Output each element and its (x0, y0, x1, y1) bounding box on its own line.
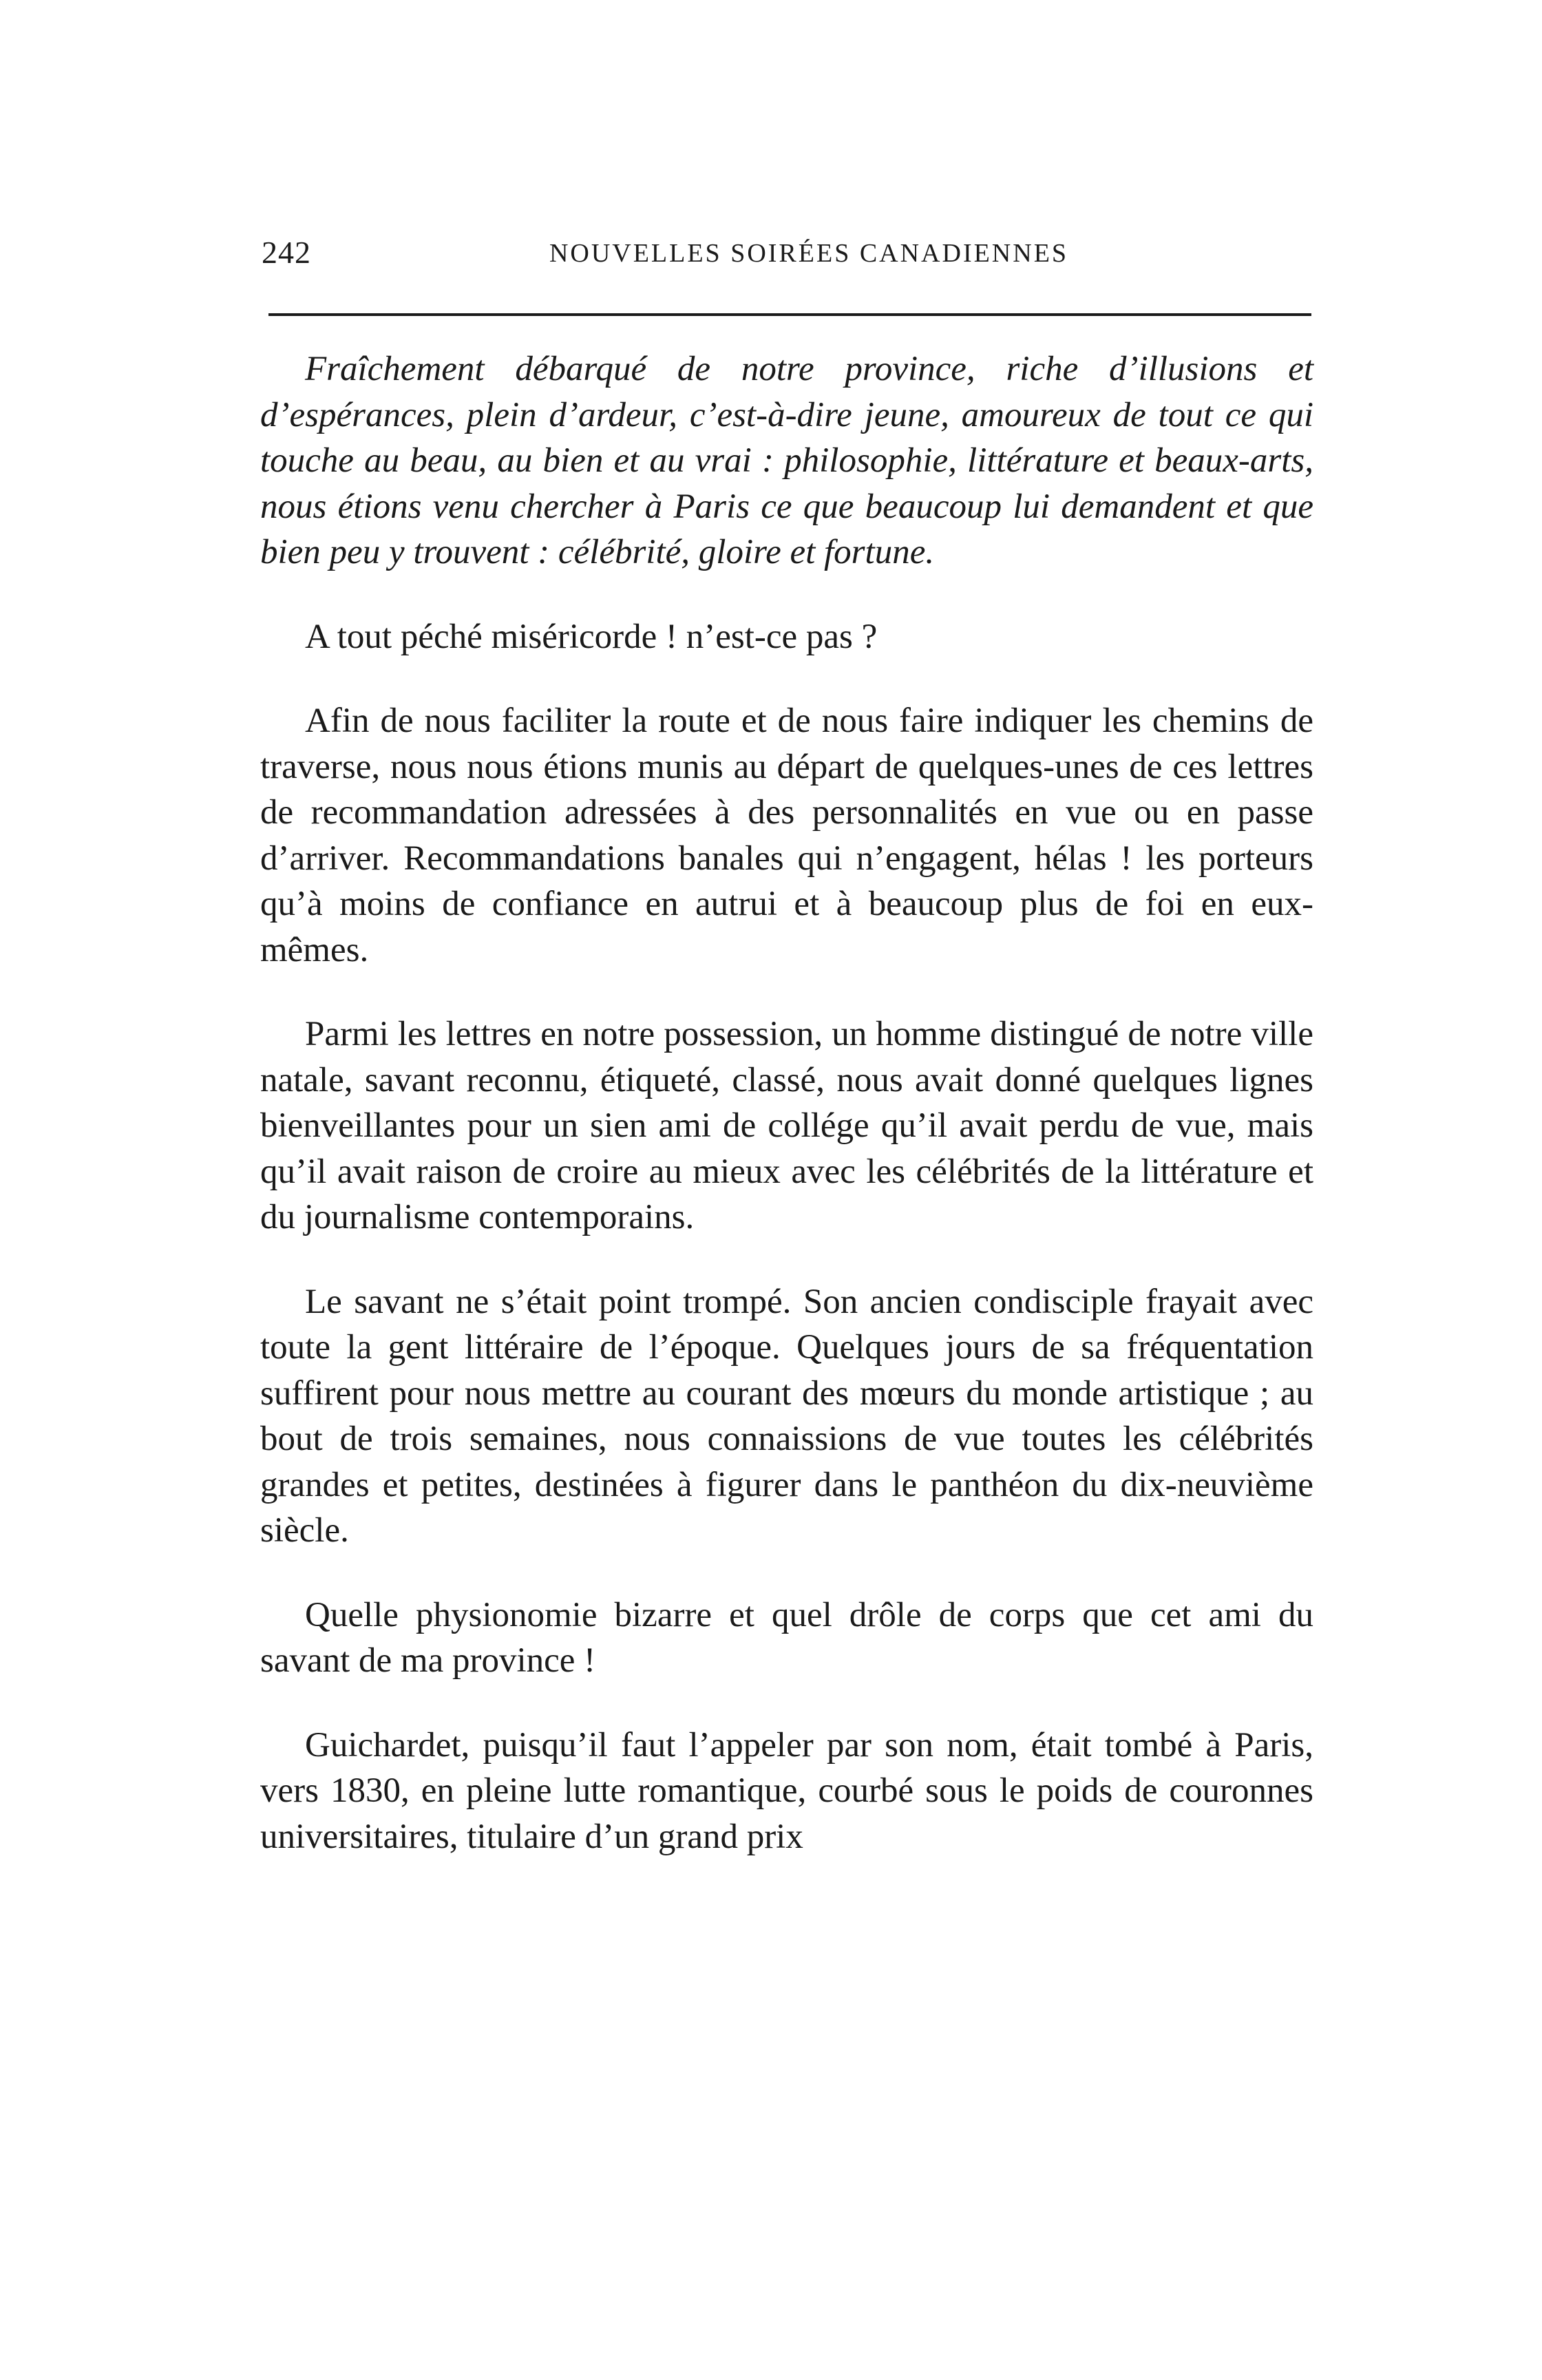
body-text (260, 346, 1313, 1898)
paragraph-3: Afin de nous faciliter la route et de nous faire indiquer les chemins de traverse, nous nous étions munis au départ de quelques-unes de ces lettres de recommandation adressées à des personnalités en vue ou en passe d’arriver. Recommandations banales qui n’engagent, hélas ! les porteurs qu’à moins de confiance en autrui et à beaucoup plus de foi en eux-mêmes. (260, 702, 1313, 969)
running-head (262, 234, 1315, 282)
page-number: 242 (262, 235, 311, 270)
paragraph-7: Guichardet, puisqu’il faut l’appeler par son nom, était tombé à Paris, vers 1830, en pleine lutte romantique, courbé sous le poids de couronnes universitaires, titulaire d’un grand prix (260, 1725, 1313, 1856)
paragraph-5: Le savant ne s’était point trompé. Son ancien condisciple frayait avec toute la gent littéraire de l’époque. Quelques jours de sa fréquentation suffirent pour nous mettre au courant des mœurs du monde artistique ; au bout de trois semaines, nous connaissions de vue toutes les célébrités grandes et petites, destinées à figurer dans le panthéon du dix-neuvième siècle. (260, 1282, 1313, 1550)
paragraph-1: Fraîchement débarqué de notre province, riche d’illusions et d’espérances, plein d’ardeur, c’est-à-dire jeune, amoureux de tout ce qui touche au beau, au bien et au vrai : philosophie, littérature et beaux-arts, nous étions venu chercher à Paris ce que beaucoup lui demandent et que bien peu y trouvent : célébrité, gloire et fortune. (260, 350, 1313, 571)
running-title: NOUVELLES SOIRÉES CANADIENNES (549, 239, 1069, 268)
paragraph-2: A tout péché miséricorde ! n’est-ce pas ? (305, 617, 878, 656)
paragraph-4: Parmi les lettres en notre possession, un homme distingué de notre ville natale, savant reconnu, étiqueté, classé, nous avait donné quelques lignes bienveillantes pour un sien ami de collége qu’il avait perdu de vue, mais qu’il avait raison de croire au mieux avec les célébrités de la littérature et du journalisme contemporains. (260, 1015, 1313, 1236)
header-rule (268, 313, 1311, 316)
paragraph-6: Quelle physionomie bizarre et quel drôle de corps que cet ami du savant de ma province ! (260, 1595, 1313, 1680)
